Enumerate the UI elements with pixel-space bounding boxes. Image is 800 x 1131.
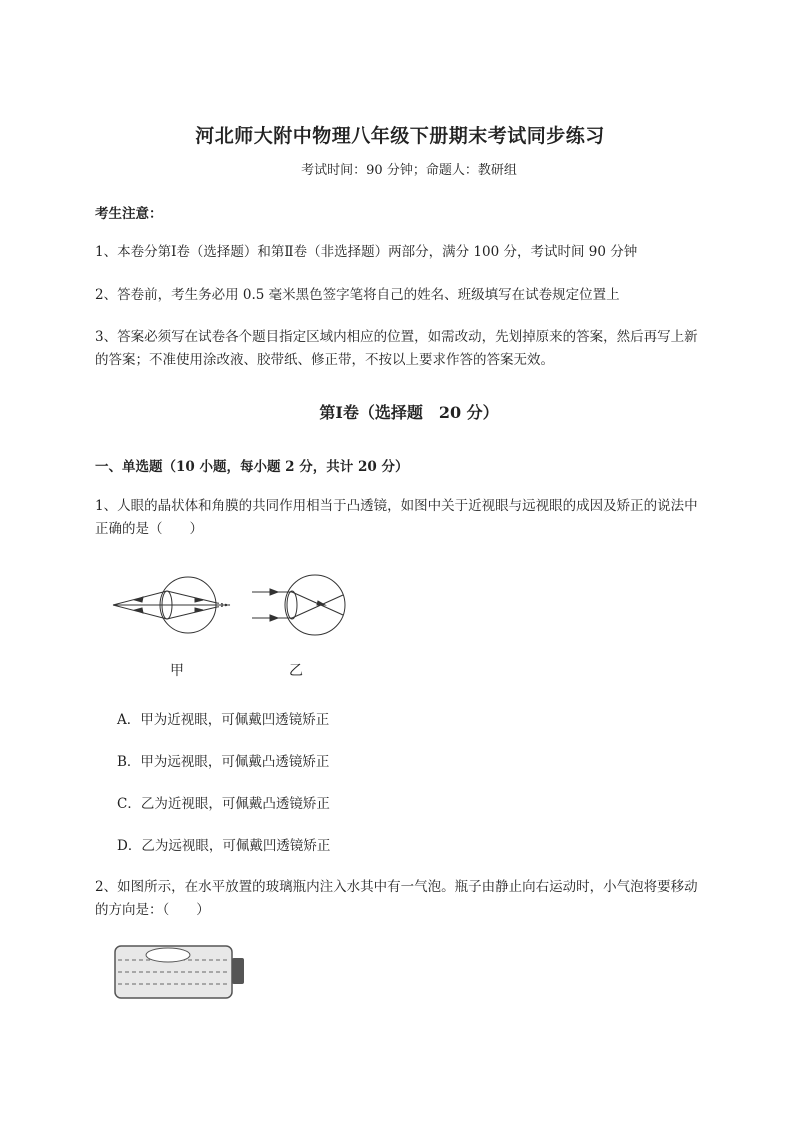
air-bubble: [146, 948, 190, 962]
option-b[interactable]: B．甲为远视眼，可佩戴凸透镜矫正: [117, 754, 330, 770]
notice-item-1: 1、本卷分第Ⅰ卷（选择题）和第Ⅱ卷（非选择题）两部分，满分 100 分，考试时间 90 分钟: [95, 244, 638, 260]
notice-item-2: 2、答卷前，考生务必用 0.5 毫米黑色签字笔将自己的姓名、班级填写在试卷规定位置上: [95, 287, 620, 303]
option-a[interactable]: A．甲为近视眼，可佩戴凹透镜矫正: [117, 712, 330, 728]
document-subtitle: 考试时间：90 分钟；命题人：教研组: [301, 163, 517, 178]
figure-label-yi: 乙: [289, 663, 303, 679]
question-1-text: 1、人眼的晶状体和角膜的共同作用相当于凸透镜，如图中关于近视眼与远视眼的成因及矫正的说法中正确的是（ ）: [95, 498, 698, 537]
option-c[interactable]: C．乙为近视眼，可佩戴凸透镜矫正: [117, 796, 330, 812]
bottle-figure: [110, 942, 250, 1004]
notice-item-3: 3、答案必须写在试卷各个题目指定区域内相应的位置，如需改动，先划掉原来的答案，然后再写上新的答案；不准使用涂改液、胶带纸、修正带，不按以上要求作答的答案无效。: [95, 329, 698, 368]
document-title: 河北师大附中物理八年级下册期末考试同步练习: [195, 125, 605, 147]
notice-heading: 考生注意：: [95, 206, 163, 222]
question-type-heading: 一、单选题（10 小题，每小题 2 分，共计 20 分）: [95, 459, 409, 475]
question-2-text: 2、如图所示，在水平放置的玻璃瓶内注入水其中有一气泡。瓶子由静止向右运动时，小气泡将要移动的方向是：（ ）: [95, 879, 698, 918]
eye-diagram-yi: [252, 575, 345, 635]
eye-diagram-figure: [105, 565, 365, 655]
figure-label-jia: 甲: [170, 663, 184, 679]
eye-diagram-jia: [113, 577, 230, 633]
option-d[interactable]: D．乙为远视眼，可佩戴凹透镜矫正: [117, 838, 331, 854]
section-title: 第Ⅰ卷（选择题 20 分）: [319, 403, 499, 422]
